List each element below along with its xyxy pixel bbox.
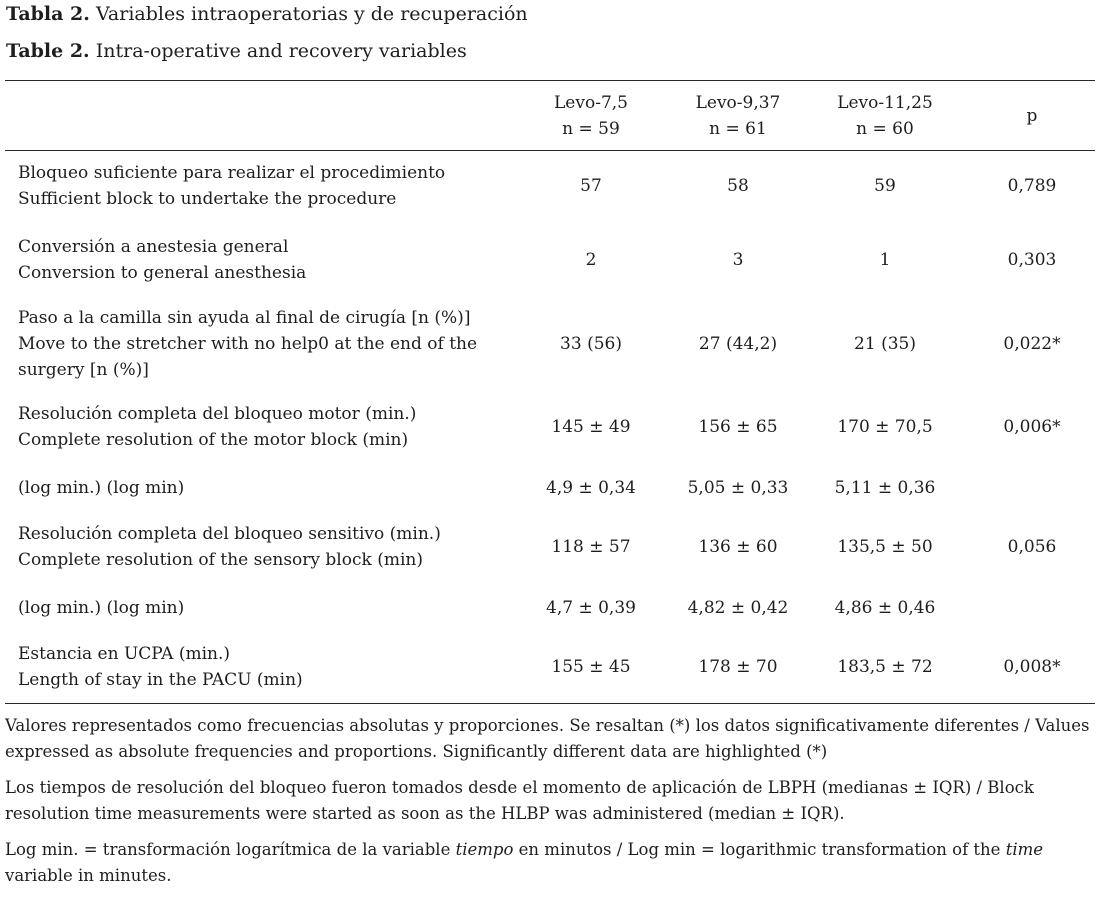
row-label <box>18 305 518 383</box>
footnote-text: variable in minutes. <box>5 866 172 885</box>
row-label-line: (log min.) (log min) <box>18 478 185 498</box>
header-p-label: p <box>1026 106 1038 126</box>
row-label <box>18 160 518 212</box>
row-label-line: Complete resolution of the motor block (min) <box>18 430 409 450</box>
english-title-text: Intra-operative and recovery variables <box>95 40 467 62</box>
value-levo-7-5: 145 ± 49 <box>551 417 631 437</box>
value-levo-9-37: 3 <box>732 250 744 270</box>
value-levo-11-25: 183,5 ± 72 <box>837 657 933 677</box>
header-group-name: Levo-11,25 <box>837 93 933 113</box>
header-p-value <box>959 103 1096 129</box>
value-levo-11-25: 5,11 ± 0,36 <box>834 478 936 498</box>
row-label-line: Bloqueo suficiente para realizar el procedimiento <box>18 163 446 183</box>
table-footnotes <box>5 713 1093 889</box>
value-levo-7-5: 4,7 ± 0,39 <box>546 598 636 618</box>
row-label <box>18 475 518 501</box>
spanish-title <box>6 2 528 27</box>
english-title-label: Table 2. <box>6 40 90 62</box>
header-group-n: n = 60 <box>856 119 914 139</box>
table-bottom-rule <box>5 703 1095 704</box>
row-label-line: surgery [n (%)] <box>18 360 149 380</box>
value-p: 0,056 <box>1007 537 1057 557</box>
header-group-name: Levo-9,37 <box>695 93 781 113</box>
value-levo-11-25: 1 <box>879 250 891 270</box>
value-levo-9-37: 5,05 ± 0,33 <box>687 478 789 498</box>
row-label-line: Resolución completa del bloqueo motor (min.) <box>18 404 417 424</box>
row-label <box>18 521 518 573</box>
table-titles <box>6 2 528 64</box>
header-levo-7-5 <box>517 90 665 142</box>
header-group-name: Levo-7,5 <box>554 93 628 113</box>
table-header-rule <box>5 150 1095 151</box>
header-group-n: n = 59 <box>562 119 620 139</box>
value-levo-11-25: 135,5 ± 50 <box>837 537 933 557</box>
footnote-text: en minutos / Log min = logarithmic transformation of the <box>513 840 1006 859</box>
value-levo-9-37: 178 ± 70 <box>698 657 778 677</box>
value-levo-9-37: 27 (44,2) <box>698 334 778 354</box>
row-label-line: Conversión a anestesia general <box>18 237 289 257</box>
value-levo-7-5: 33 (56) <box>560 334 622 354</box>
footnote-significance: Valores representados como frecuencias absolutas y proporciones. Se resaltan (*) los datos significativamente diferentes / Values expressed as absolute frequencies and proportions. Significantly different data are highlighted (*) <box>5 716 1090 761</box>
value-levo-11-25: 4,86 ± 0,46 <box>834 598 936 618</box>
value-levo-9-37: 58 <box>727 176 749 196</box>
row-label <box>18 595 518 621</box>
row-label <box>18 641 518 693</box>
row-label-line: (log min.) (log min) <box>18 598 185 618</box>
row-label-line: Paso a la camilla sin ayuda al final de cirugía [n (%)] <box>18 308 471 328</box>
value-p: 0,008* <box>1003 657 1061 677</box>
footnote-italic-term: tiempo <box>455 840 514 859</box>
footnote-italic-term: time <box>1005 840 1044 859</box>
value-levo-9-37: 136 ± 60 <box>698 537 778 557</box>
value-levo-7-5: 155 ± 45 <box>551 657 631 677</box>
footnote-log-transform <box>5 837 1093 889</box>
header-levo-9-37 <box>665 90 811 142</box>
table-header-row <box>5 90 1095 152</box>
row-label-line: Sufficient block to undertake the procedure <box>18 189 397 209</box>
english-title <box>6 39 528 64</box>
table-top-rule <box>5 80 1095 81</box>
row-label <box>18 401 518 453</box>
value-levo-7-5: 118 ± 57 <box>551 537 631 557</box>
value-levo-11-25: 59 <box>874 176 896 196</box>
row-label-line: Conversion to general anesthesia <box>18 263 307 283</box>
row-label-line: Resolución completa del bloqueo sensitivo (min.) <box>18 524 441 544</box>
value-levo-7-5: 4,9 ± 0,34 <box>546 478 636 498</box>
value-p: 0,789 <box>1007 176 1057 196</box>
value-levo-11-25: 170 ± 70,5 <box>837 417 933 437</box>
value-levo-11-25: 21 (35) <box>854 334 916 354</box>
value-p: 0,303 <box>1007 250 1057 270</box>
value-levo-7-5: 57 <box>580 176 602 196</box>
value-p: 0,022* <box>1003 334 1061 354</box>
row-label <box>18 234 518 286</box>
header-group-n: n = 61 <box>709 119 767 139</box>
row-label-line: Estancia en UCPA (min.) <box>18 644 231 664</box>
value-p: 0,006* <box>1003 417 1061 437</box>
header-levo-11-25 <box>811 90 959 142</box>
value-levo-9-37: 4,82 ± 0,42 <box>687 598 789 618</box>
footnote-resolution-times: Los tiempos de resolución del bloqueo fueron tomados desde el momento de aplicación de LBPH (medianas ± IQR) / Block resolution time measurements were started as soon as the HLBP was administered (median ± IQR). <box>5 778 1034 823</box>
value-levo-7-5: 2 <box>585 250 597 270</box>
footnote-text: Log min. = transformación logarítmica de la variable <box>5 840 456 859</box>
value-levo-9-37: 156 ± 65 <box>698 417 778 437</box>
row-label-line: Move to the stretcher with no help0 at the end of the <box>18 334 478 354</box>
results-table <box>5 80 1095 690</box>
row-label-line: Length of stay in the PACU (min) <box>18 670 303 690</box>
row-label-line: Complete resolution of the sensory block (min) <box>18 550 423 570</box>
spanish-title-label: Tabla 2. <box>6 3 90 25</box>
spanish-title-text: Variables intraoperatorias y de recuperación <box>95 3 528 25</box>
